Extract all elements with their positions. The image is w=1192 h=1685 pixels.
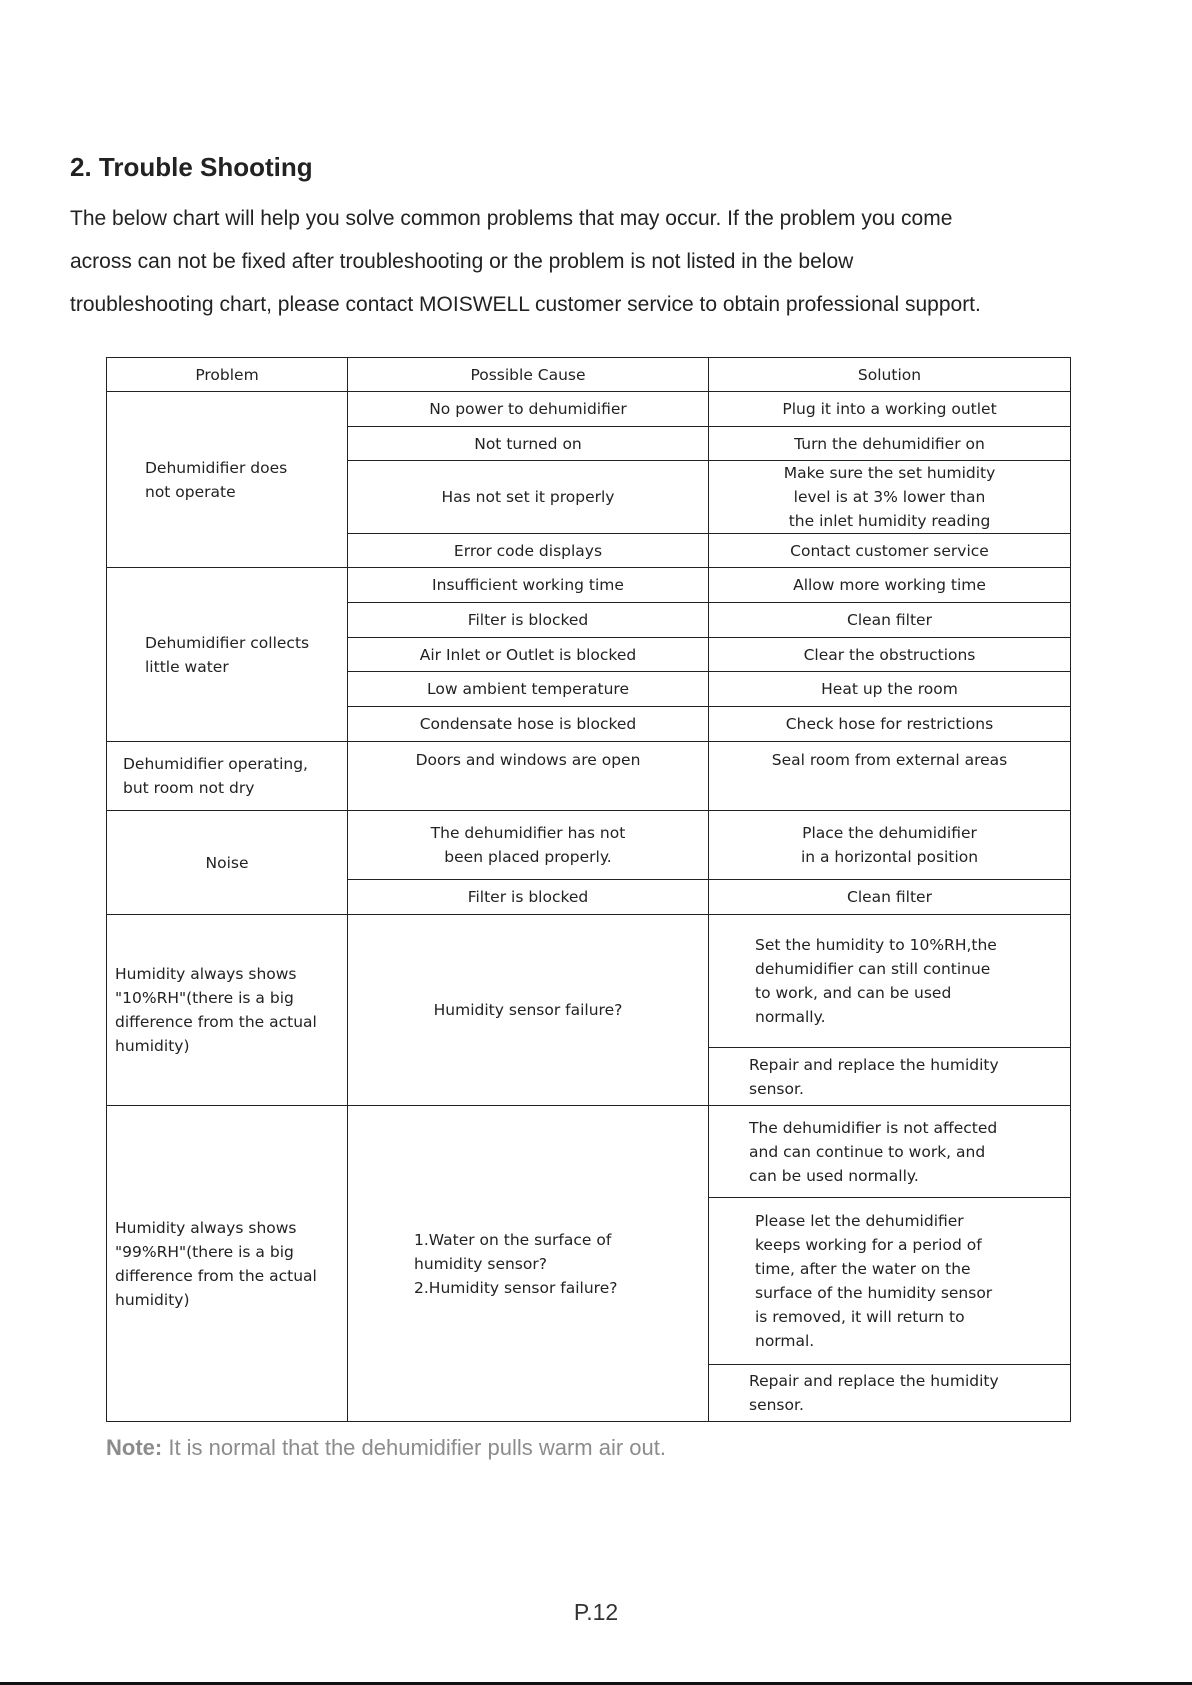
solution-cell: Repair and replace the humidity sensor. (709, 1365, 1071, 1422)
problem-cell: Dehumidifier collects little water (107, 568, 348, 742)
intro-paragraph (70, 197, 1170, 326)
cause-cell: Filter is blocked (348, 603, 709, 638)
header-problem: Problem (107, 358, 348, 392)
table-row (107, 811, 1071, 880)
cause-cell: Humidity sensor failure? (348, 915, 709, 1106)
table-row (107, 1106, 1071, 1198)
solution-cell: Place the dehumidifier in a horizontal position (709, 811, 1071, 880)
cause-cell: Filter is blocked (348, 880, 709, 915)
table-row (107, 742, 1071, 811)
header-cause: Possible Cause (348, 358, 709, 392)
solution-cell: The dehumidifier is not affected and can continue to work, and can be used normally. (709, 1106, 1071, 1198)
problem-cell: Noise (107, 811, 348, 915)
cause-cell: The dehumidifier has not been placed properly. (348, 811, 709, 880)
cause-cell: Insufficient working time (348, 568, 709, 603)
solution-cell: Set the humidity to 10%RH,the dehumidifier can still continue to work, and can be used normally. (709, 915, 1071, 1048)
troubleshooting-table (106, 357, 1071, 1422)
solution-cell: Contact customer service (709, 534, 1071, 568)
section-heading: 2. Trouble Shooting (70, 152, 313, 182)
cause-cell: Low ambient temperature (348, 672, 709, 707)
header-solution: Solution (709, 358, 1071, 392)
problem-cell: Humidity always shows "99%RH"(there is a big difference from the actual humidity) (107, 1106, 348, 1422)
problem-cell: Dehumidifier operating, but room not dry (107, 742, 348, 811)
table-row (107, 915, 1071, 1048)
solution-cell: Clean filter (709, 880, 1071, 915)
solution-cell: Turn the dehumidifier on (709, 427, 1071, 461)
note-label: Note: (106, 1435, 163, 1460)
cause-cell: Error code displays (348, 534, 709, 568)
cause-cell: Condensate hose is blocked (348, 707, 709, 742)
cause-cell: Has not set it properly (348, 461, 709, 534)
cause-cell: Doors and windows are open (348, 742, 709, 811)
solution-cell: Please let the dehumidifier keeps working for a period of time, after the water on the surface of the humidity sensor is removed, it will return to normal. (709, 1198, 1071, 1365)
table-row (107, 392, 1071, 427)
solution-cell: Make sure the set humidity level is at 3% lower than the inlet humidity reading (709, 461, 1071, 534)
page-number: P.12 (573, 1599, 619, 1625)
problem-cell: Dehumidifier does not operate (107, 392, 348, 568)
cause-cell: No power to dehumidifier (348, 392, 709, 427)
solution-cell: Seal room from external areas (709, 742, 1071, 811)
note (106, 1435, 666, 1461)
intro-line: troubleshooting chart, please contact MOISWELL customer service to obtain professional support. (70, 293, 981, 316)
cause-cell: Air Inlet or Outlet is blocked (348, 638, 709, 672)
solution-cell: Clean filter (709, 603, 1071, 638)
solution-cell: Repair and replace the humidity sensor. (709, 1048, 1071, 1106)
solution-cell: Plug it into a working outlet (709, 392, 1071, 427)
table-header-row (107, 358, 1071, 392)
solution-cell: Heat up the room (709, 672, 1071, 707)
solution-cell: Allow more working time (709, 568, 1071, 603)
intro-line: The below chart will help you solve common problems that may occur. If the problem you come (70, 207, 953, 230)
cause-cell: Not turned on (348, 427, 709, 461)
note-text: It is normal that the dehumidifier pulls warm air out. (162, 1435, 666, 1460)
table-row (107, 568, 1071, 603)
cause-cell: 1.Water on the surface of humidity sensor? 2.Humidity sensor failure? (348, 1106, 709, 1422)
solution-cell: Check hose for restrictions (709, 707, 1071, 742)
intro-line: across can not be fixed after troubleshooting or the problem is not listed in the below (70, 250, 854, 273)
solution-cell: Clear the obstructions (709, 638, 1071, 672)
problem-cell: Humidity always shows "10%RH"(there is a big difference from the actual humidity) (107, 915, 348, 1106)
